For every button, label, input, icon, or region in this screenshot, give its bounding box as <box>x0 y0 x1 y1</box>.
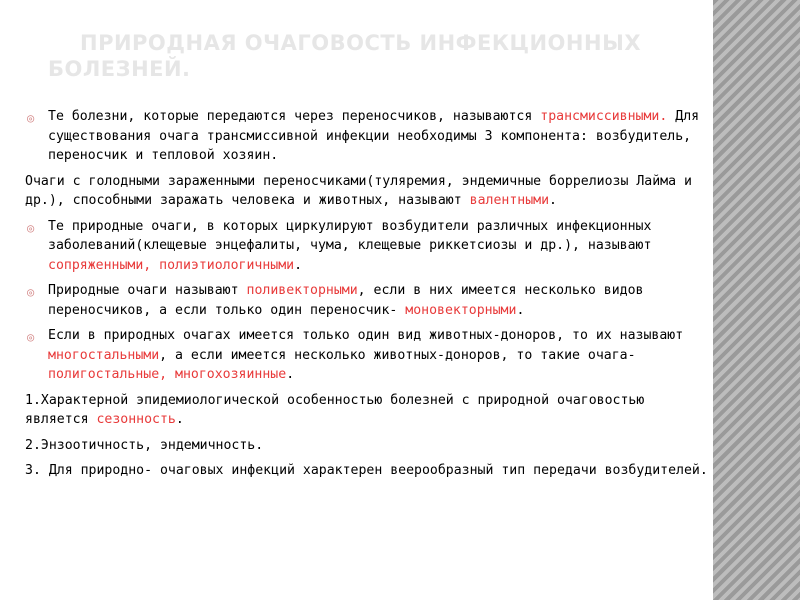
text: 3. Для природно- очаговых инфекций характерен веерообразный тип передачи возбудителей. <box>25 463 708 478</box>
slide-title <box>48 30 698 82</box>
paragraph <box>25 172 715 211</box>
bullet-item <box>25 281 715 320</box>
text: , а если имеется несколько животных-доноров, то такие очага- <box>159 347 636 363</box>
bullet-item <box>25 107 715 166</box>
highlight-term: поливекторными <box>246 283 358 298</box>
text: . <box>549 193 557 208</box>
text: . <box>286 367 295 382</box>
text: Те болезни, которые передаются через переносчиков, называются <box>48 109 541 124</box>
numbered-item <box>25 436 715 456</box>
text: Очаги с голодными зараженными переносчиками(туляремия, эндемичные боррелиозы Лайма и др.), способными заражать человека и животных, называют <box>25 173 692 208</box>
text: Те природные очаги, в которых циркулируют возбудители различных инфекционных заболеваний(клещевые энцефалиты, чума, клещевые риккетсиозы и др.), называют <box>48 218 652 253</box>
highlight-term: моновекторными <box>405 302 517 318</box>
slide-body <box>25 107 715 487</box>
text: . <box>175 412 184 427</box>
highlight-term: сопряженными, полиэтиологичными <box>48 257 295 273</box>
title-line-2: БОЛЕЗНЕЙ. <box>48 57 191 81</box>
title-line-1: ПРИРОДНАЯ ОЧАГОВОСТЬ ИНФЕКЦИОННЫХ <box>80 31 642 55</box>
text: Природные очаги называют <box>48 283 247 298</box>
text: Для существования очага трансмиссивной инфекции необходимы 3 компонента: возбудитель, переносчик и тепловой хозяин. <box>48 109 700 163</box>
text: . <box>516 302 525 318</box>
bullet-marker-icon: ◎ <box>27 330 35 344</box>
bullet-item <box>25 326 715 385</box>
text: , если в них имеется несколько видов переносчиков, а если только один переносчик- <box>48 283 644 318</box>
text: . <box>294 257 303 273</box>
highlight-term: полигостальные, многохозяинные <box>48 367 287 382</box>
text: 2.Энзоотичность, эндемичность. <box>25 437 264 453</box>
highlight-term: сезонность <box>96 412 176 427</box>
bullet-marker-icon: ◎ <box>27 220 35 235</box>
bullet-marker-icon: ◎ <box>27 111 35 125</box>
highlight-term: трансмиссивными. <box>540 109 668 124</box>
numbered-item <box>25 391 715 430</box>
text: 1.Характерной эпидемиологической особенностью болезней с природной очаговостью является <box>25 392 645 427</box>
highlight-term: валентными <box>469 193 550 208</box>
bullet-item <box>25 217 715 276</box>
text: Если в природных очагах имеется только один вид животных-доноров, то их называют <box>48 328 684 343</box>
numbered-item <box>25 461 715 481</box>
highlight-term: многостальными <box>48 347 160 363</box>
bullet-marker-icon: ◎ <box>27 285 35 299</box>
decorative-stripe <box>713 0 800 600</box>
